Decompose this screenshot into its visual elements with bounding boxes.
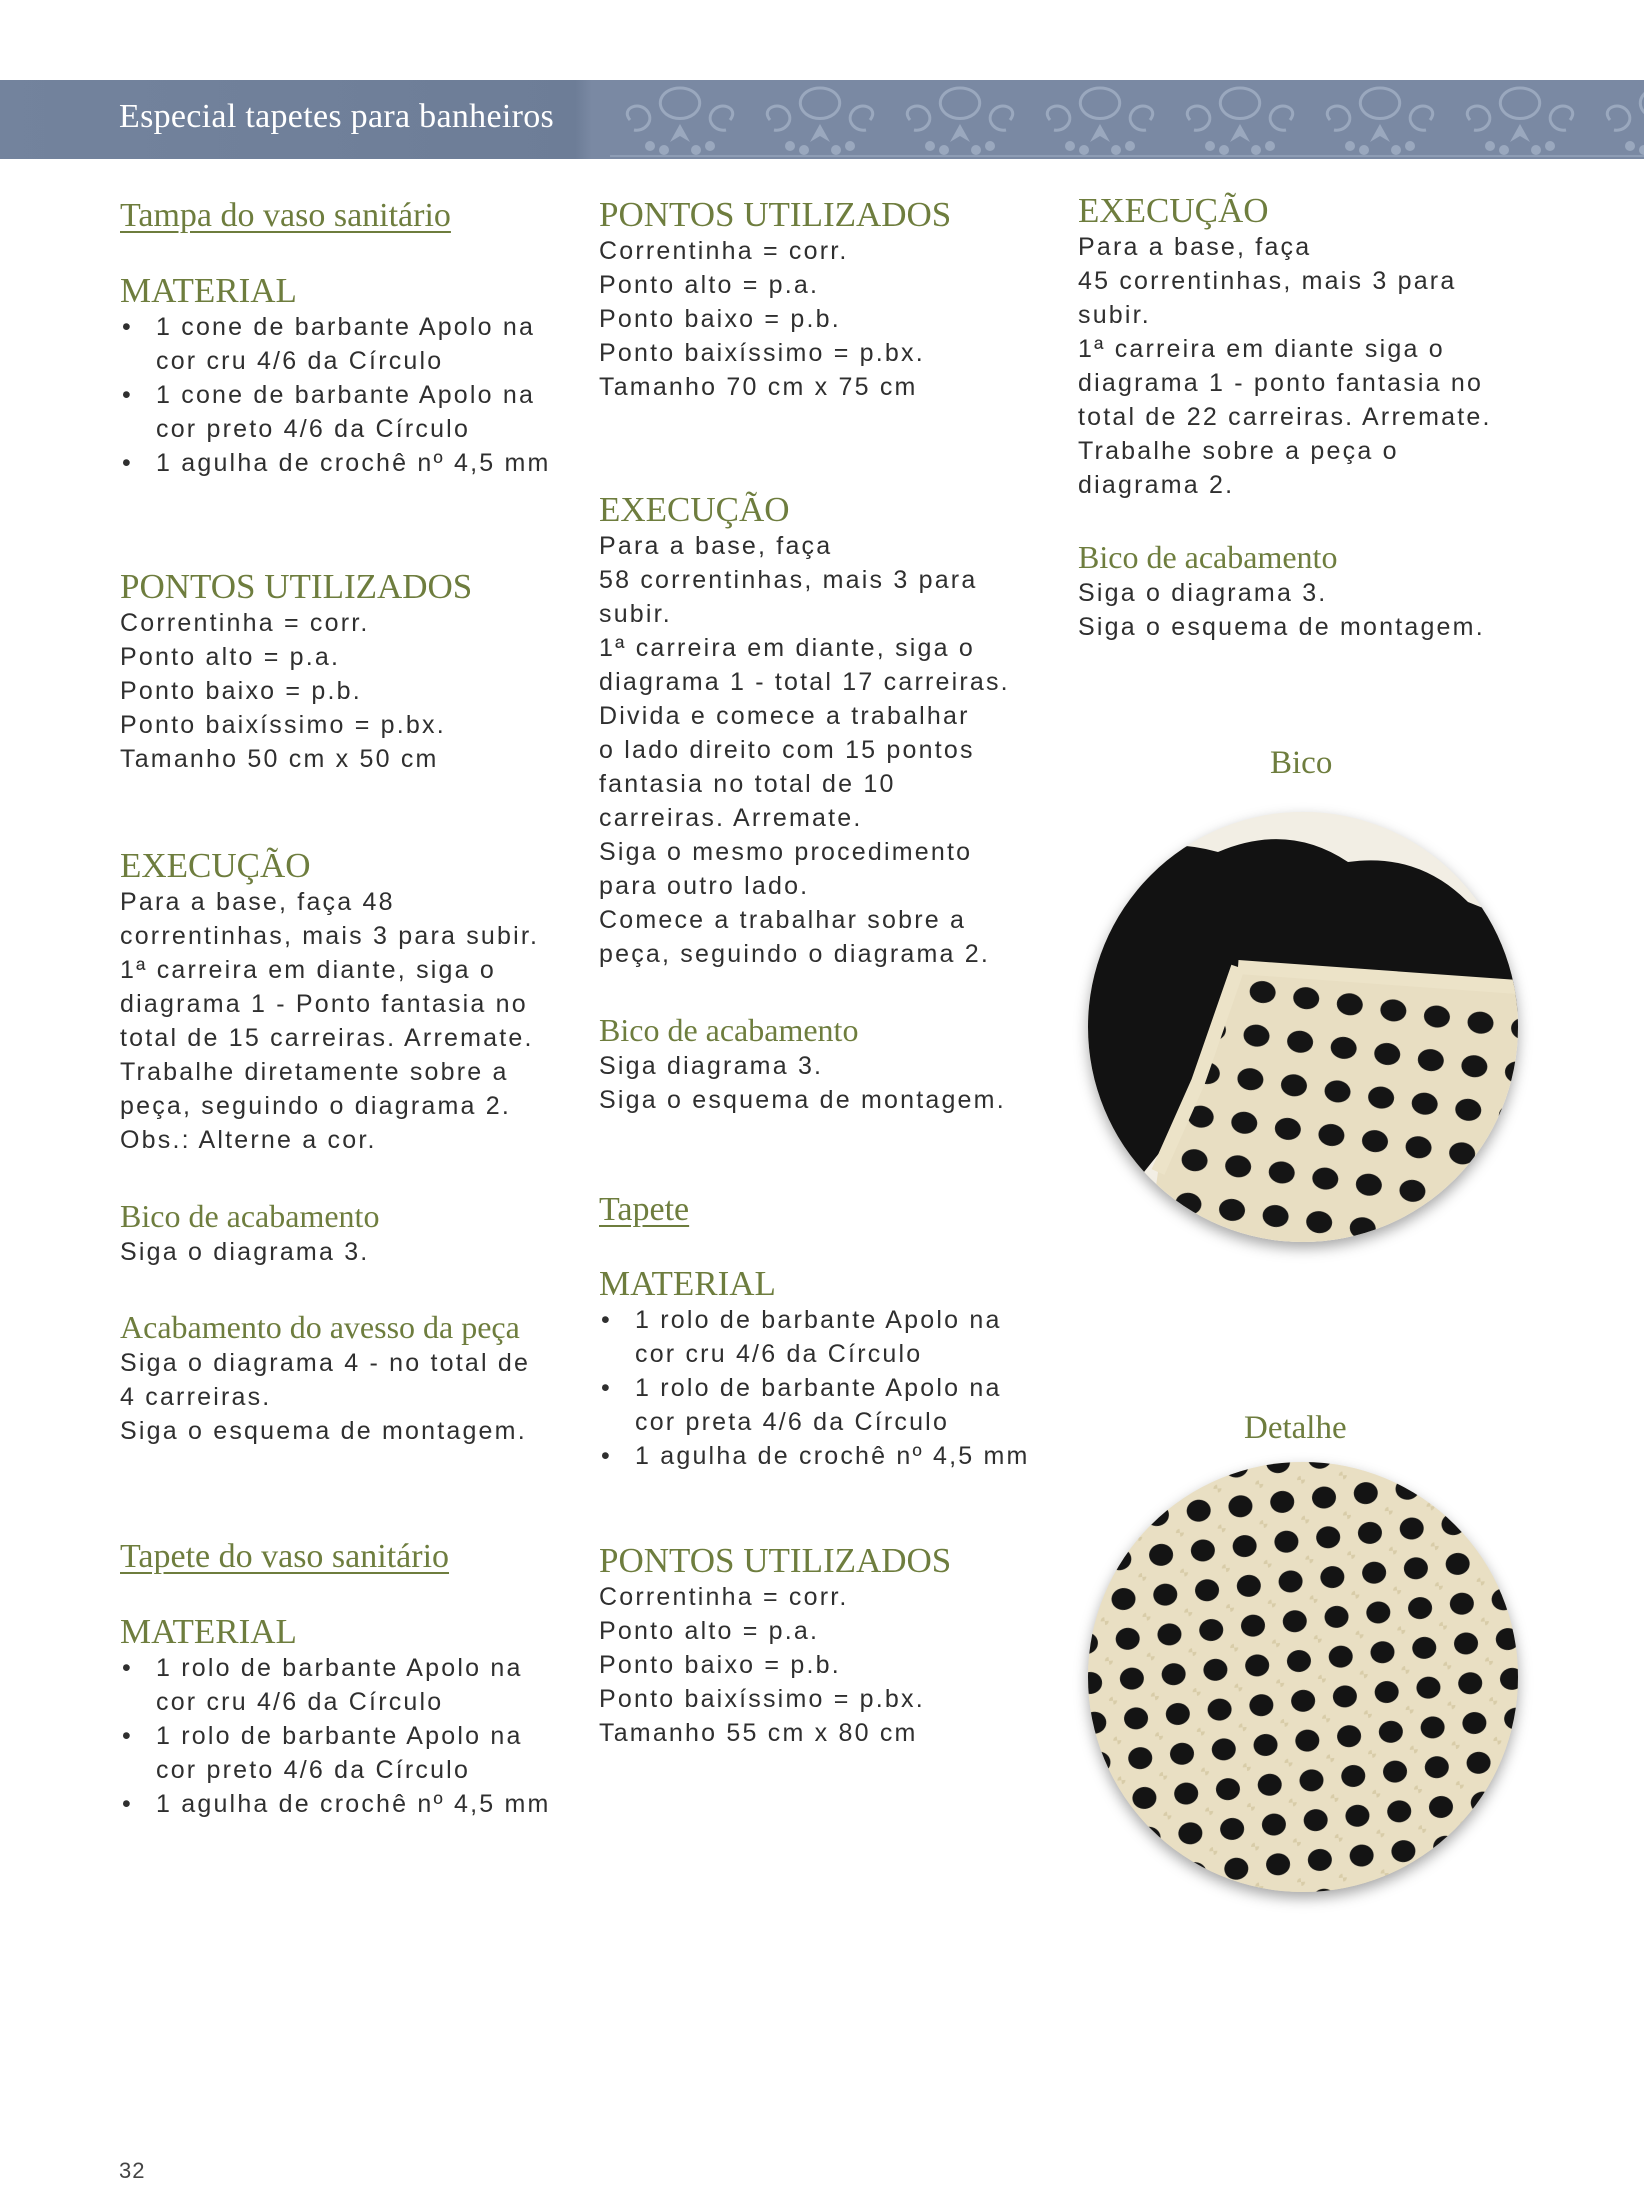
material-list bbox=[599, 1303, 1079, 1473]
material-heading: MATERIAL bbox=[120, 271, 297, 310]
column-1 bbox=[120, 196, 600, 236]
pontos-text: Correntinha = corr. Ponto alto = p.a. Ponto baixo = p.b. Ponto baixíssimo = p.bx. Tamanho 55 cm x 80 cm bbox=[599, 1583, 925, 1747]
col1-section2 bbox=[120, 1537, 600, 1577]
col2-pontos2-block bbox=[599, 1542, 1079, 1750]
material-item: • 1 rolo de barbante Apolo na cor preta 4/6 da Círculo bbox=[599, 1371, 1079, 1439]
material-list bbox=[120, 310, 600, 480]
section-title-tapete-vaso: Tapete do vaso sanitário bbox=[120, 1538, 450, 1575]
execucao-text: Para a base, faça 48 correntinhas, mais 3 para subir. 1ª carreira em diante, siga o diagrama 1 - Ponto fantasia no total de 15 carreiras. Arremate. Trabalhe diretamente sobre a peça, seguindo o diagrama 2. Obs.: Alterne a cor. bbox=[120, 888, 540, 1154]
page-header-title: Especial tapetes para banheiros bbox=[119, 98, 555, 135]
execucao-heading: EXECUÇÃO bbox=[1078, 191, 1269, 230]
col1-bico-block bbox=[120, 1197, 600, 1269]
material-item: • 1 cone de barbante Apolo na cor preto 4/6 da Círculo bbox=[120, 378, 600, 446]
col2-section3 bbox=[599, 1190, 1079, 1230]
pontos-heading: PONTOS UTILIZADOS bbox=[599, 1541, 952, 1580]
bico-text: Siga o diagrama 3. Siga o esquema de montagem. bbox=[1078, 579, 1485, 641]
material-list bbox=[120, 1651, 600, 1821]
pontos-text: Correntinha = corr. Ponto alto = p.a. Ponto baixo = p.b. Ponto baixíssimo = p.bx. Tamanho 50 cm x 50 cm bbox=[120, 609, 446, 773]
material-heading: MATERIAL bbox=[120, 1612, 297, 1651]
photo-bico bbox=[1088, 812, 1518, 1242]
pontos-heading: PONTOS UTILIZADOS bbox=[120, 567, 473, 606]
execucao-text: Para a base, faça 45 correntinhas, mais 3 para subir. 1ª carreira em diante siga o diagrama 1 - ponto fantasia no total de 22 carreiras. Arremate. Trabalhe sobre a peça o diagrama 2. bbox=[1078, 233, 1492, 499]
col1-avesso-block bbox=[120, 1308, 600, 1448]
crochet-edge-image bbox=[1088, 812, 1518, 1242]
section-title-tampa: Tampa do vaso sanitário bbox=[120, 197, 451, 234]
material-item: • 1 cone de barbante Apolo na cor cru 4/6 da Círculo bbox=[120, 310, 600, 378]
col2-pontos-block bbox=[599, 196, 1079, 404]
photo-detalhe bbox=[1088, 1462, 1518, 1892]
execucao-heading: EXECUÇÃO bbox=[599, 490, 790, 529]
execucao-text: Para a base, faça 58 correntinhas, mais 3 para subir. 1ª carreira em diante, siga o diagrama 1 - total 17 carreiras. Divida e comece a trabalhar o lado direito com 15 pontos fantasia no total de 10 carreiras. Arremate. Siga o mesmo procedimento para outro lado. Comece a trabalhar sobre a peça, seguindo o diagrama 2. bbox=[599, 532, 1010, 968]
execucao-heading: EXECUÇÃO bbox=[120, 846, 311, 885]
damask-ornament bbox=[610, 80, 1644, 159]
col1-material2-block bbox=[120, 1613, 600, 1821]
bico-heading: Bico de acabamento bbox=[599, 1012, 859, 1048]
col1-pontos-block bbox=[120, 568, 600, 776]
material-item: • 1 rolo de barbante Apolo na cor cru 4/6 da Círculo bbox=[599, 1303, 1079, 1371]
material-item: • 1 rolo de barbante Apolo na cor preto 4/6 da Círculo bbox=[120, 1719, 600, 1787]
material-item: • 1 agulha de crochê nº 4,5 mm bbox=[599, 1439, 1079, 1473]
section-title-tapete: Tapete bbox=[599, 1191, 690, 1228]
col1-execucao-block bbox=[120, 847, 600, 1157]
page-number: 32 bbox=[119, 2158, 146, 2183]
crochet-mesh-image bbox=[1088, 1462, 1518, 1892]
pontos-text: Correntinha = corr. Ponto alto = p.a. Ponto baixo = p.b. Ponto baixíssimo = p.bx. Tamanho 70 cm x 75 cm bbox=[599, 237, 925, 401]
bico-heading: Bico de acabamento bbox=[1078, 539, 1338, 575]
material-heading: MATERIAL bbox=[599, 1264, 776, 1303]
material-item: • 1 rolo de barbante Apolo na cor cru 4/6 da Círculo bbox=[120, 1651, 600, 1719]
material-item: • 1 agulha de crochê nº 4,5 mm bbox=[120, 1787, 600, 1821]
pontos-heading: PONTOS UTILIZADOS bbox=[599, 195, 952, 234]
bico-text: Siga o diagrama 3. bbox=[120, 1238, 370, 1266]
photo-caption-detalhe: Detalhe bbox=[1244, 1410, 1347, 1446]
col2-execucao-block bbox=[599, 491, 1079, 971]
photo-caption-bico: Bico bbox=[1270, 745, 1333, 781]
col2-bico-block bbox=[599, 1011, 1079, 1117]
bico-text: Siga diagrama 3. Siga o esquema de montagem. bbox=[599, 1052, 1006, 1114]
col3-execucao-block bbox=[1078, 192, 1558, 502]
material-item: • 1 agulha de crochê nº 4,5 mm bbox=[120, 446, 600, 480]
avesso-heading: Acabamento do avesso da peça bbox=[120, 1309, 520, 1345]
col3-bico-block bbox=[1078, 538, 1558, 644]
bico-heading: Bico de acabamento bbox=[120, 1198, 380, 1234]
col1-material-block bbox=[120, 272, 600, 480]
avesso-text: Siga o diagrama 4 - no total de 4 carreiras. Siga o esquema de montagem. bbox=[120, 1349, 531, 1445]
col2-material-block bbox=[599, 1265, 1079, 1473]
